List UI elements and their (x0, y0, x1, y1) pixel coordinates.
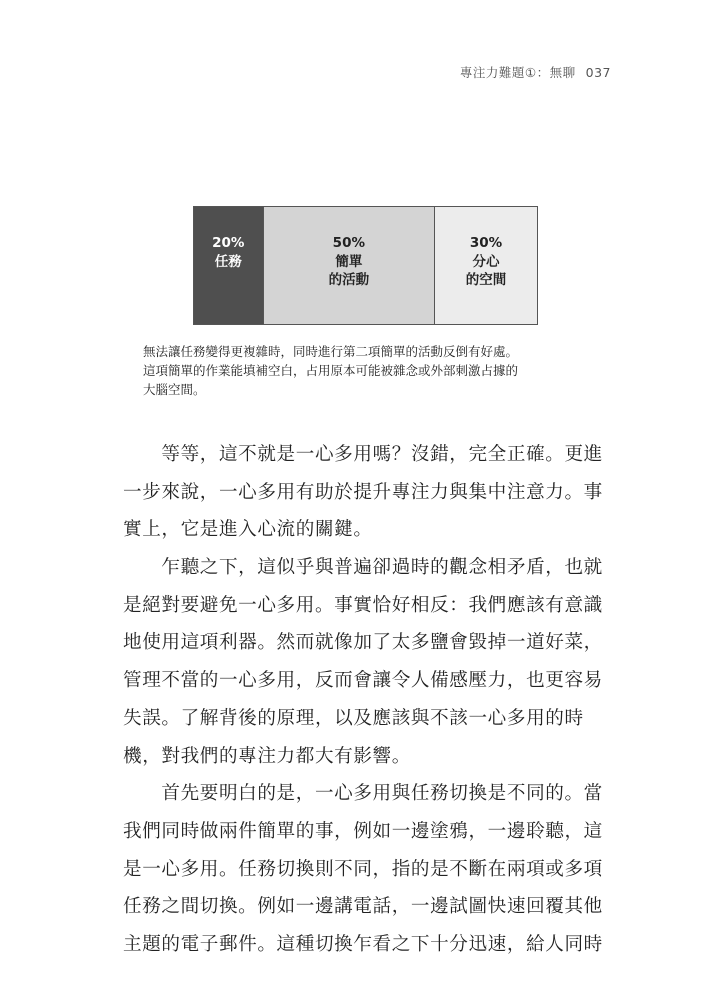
segment-percent: 20% (212, 235, 245, 251)
segment-label: 簡單 的活動 (328, 254, 370, 288)
page-number: 037 (585, 65, 611, 80)
segment-label: 任務 (214, 254, 242, 270)
text-line: 地使用這項利器。然而就像加了太多鹽會毀掉一道好菜， (123, 632, 603, 654)
text-line: 乍聽之下，這似乎與普遍卻過時的觀念相矛盾，也就 (123, 557, 603, 579)
text-line: 管理不當的一心多用，反而會讓令人備感壓力，也更容易 (123, 670, 603, 692)
time-allocation-bar (193, 206, 538, 325)
segment-task (194, 207, 263, 324)
caption-line: 大腦空間。 (143, 382, 206, 397)
text-line: 一步來說，一心多用有助於提升專注力與集中注意力。事 (123, 481, 603, 503)
caption-line: 這項簡單的作業能填補空白，占用原本可能被雜念或外部刺激占據的 (143, 363, 519, 378)
segment-percent: 50% (332, 235, 365, 251)
running-head (460, 63, 611, 81)
chapter-title: 專注力難題①：無聊 (459, 65, 576, 80)
segment-distraction-space (434, 207, 537, 324)
text-line: 等等，這不就是一心多用嗎？沒錯，完全正確。更進 (123, 444, 603, 465)
text-line: 首先要明白的是，一心多用與任務切換是不同的。當 (123, 783, 603, 805)
text-line: 失誤。了解背後的原理，以及應該與不該一心多用的時 (123, 707, 584, 729)
text-line: 機，對我們的專注力都大有影響。 (123, 745, 411, 767)
segment-simple-activity (263, 207, 435, 324)
body-text (123, 436, 618, 964)
text-line: 是絕對要避免一心多用。事實恰好相反：我們應該有意識 (123, 594, 603, 616)
segment-label: 分心 的空間 (465, 254, 507, 288)
text-line: 是一心多用。任務切換則不同，指的是不斷在兩項或多項 (123, 858, 603, 880)
text-line: 主題的電子郵件。這種切換乍看之下十分迅速，給人同時 (123, 933, 603, 955)
text-line: 實上，它是進入心流的關鍵。 (123, 519, 373, 541)
segment-percent: 30% (469, 235, 503, 251)
text-line: 任務之間切換。例如一邊講電話，一邊試圖快速回覆其他 (123, 896, 603, 918)
text-line: 我們同時做兩件簡單的事，例如一邊塗鴉，一邊聆聽，這 (123, 820, 603, 842)
figure-caption (143, 342, 603, 399)
caption-line: 無法讓任務變得更複雜時，同時進行第二項簡單的活動反倒有好處。 (143, 344, 519, 359)
